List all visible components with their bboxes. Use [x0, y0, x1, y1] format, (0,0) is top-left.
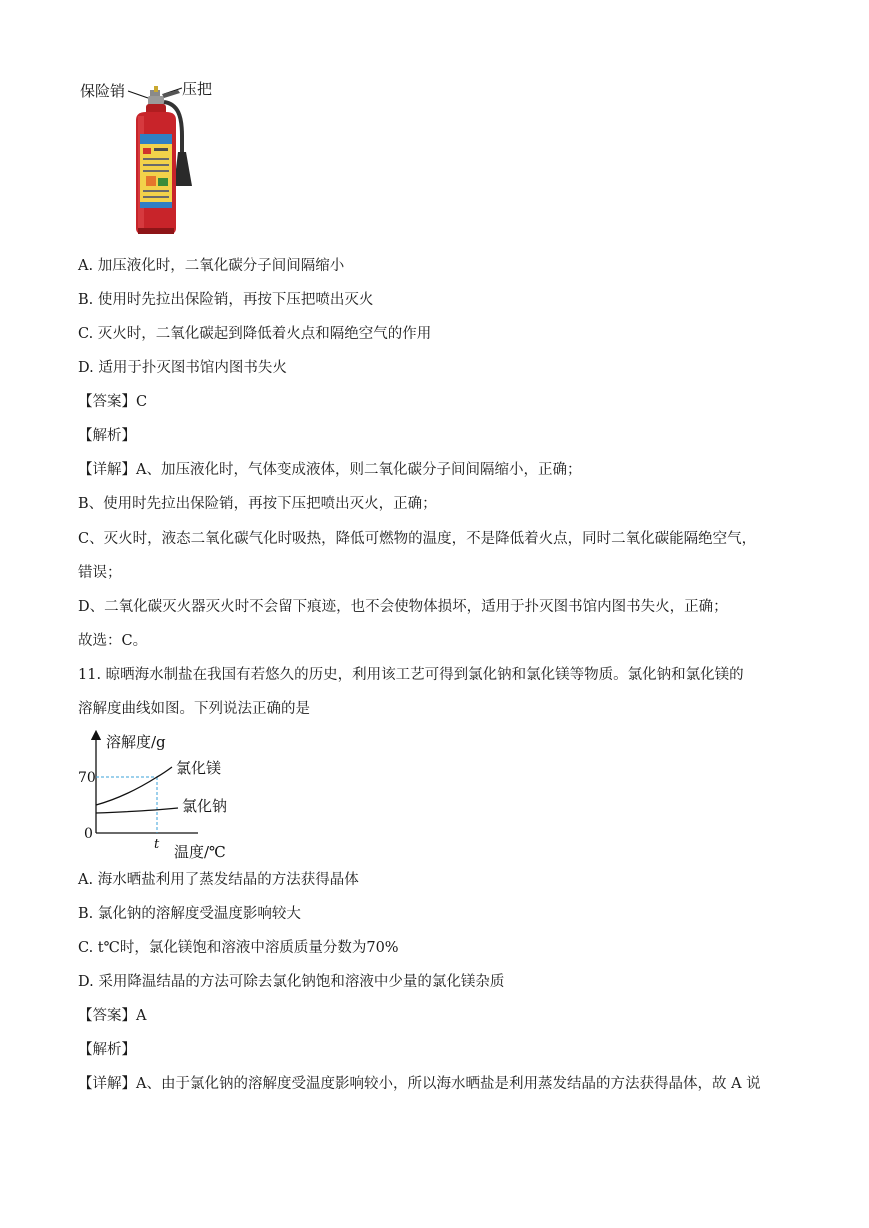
q11-stem-line1: 11. 晾晒海水制盐在我国有若悠久的历史，利用该工艺可得到氯化钠和氯化镁等物质。氯化钠和氯化镁的: [78, 667, 744, 683]
solubility-chart: [78, 729, 248, 861]
q10-detail-d: D、二氧化碳灭火器灭火时不会留下痕迹，也不会使物体损坏，适用于扑灭图书馆内图书失火，正确；: [78, 599, 728, 615]
q11-option-d: D. 采用降温结晶的方法可除去氯化钠饱和溶液中少量的氯化镁杂质: [78, 974, 505, 990]
x-axis-label: 温度/℃: [174, 843, 226, 861]
q11-stem-line2: 溶解度曲线如图。下列说法正确的是: [78, 701, 310, 717]
q10-option-d: D. 适用于扑灭图书馆内图书失火: [78, 360, 287, 376]
q11-detail-a: 【详解】A、由于氯化钠的溶解度受温度影响较小，所以海水晒盐是利用蒸发结晶的方法获得晶体，故 A 说: [78, 1076, 761, 1092]
q10-option-c: C. 灭火时，二氧化碳起到降低着火点和隔绝空气的作用: [78, 326, 432, 342]
series-mgcl2-line: [96, 767, 172, 805]
q10-detail-c-line1: C、灭火时，液态二氧化碳气化时吸热，降低可燃物的温度，不是降低着火点，同时二氧化碳能隔绝空气，: [78, 531, 757, 547]
series-nacl-label: 氯化钠: [182, 797, 228, 815]
safety-pin-label: 保险销: [80, 82, 126, 100]
series-mgcl2-label: 氯化镁: [176, 759, 222, 777]
q10-detail-b: B、使用时先拉出保险销，再按下压把喷出灭火，正确；: [78, 496, 437, 512]
q11-option-b: B. 氯化钠的溶解度受温度影响较大: [78, 906, 301, 922]
q10-detail-c-line2: 错误；: [78, 565, 122, 581]
q11-answer: 【答案】A: [78, 1008, 147, 1024]
q11-option-a: A. 海水晒盐利用了蒸发结晶的方法获得晶体: [78, 872, 359, 888]
handle-label: 压把: [182, 80, 213, 98]
q10-option-b: B. 使用时先拉出保险销，再按下压把喷出灭火: [78, 292, 374, 308]
q11-analysis-heading: 【解析】: [78, 1042, 136, 1058]
series-nacl-line: [96, 808, 178, 813]
q10-conclusion: 故选：C。: [78, 633, 148, 649]
fire-extinguisher-figure: [78, 76, 238, 238]
y-tick-0: 0: [84, 826, 93, 842]
q11-option-c: C. t℃时，氯化镁饱和溶液中溶质质量分数为70%: [78, 940, 399, 956]
q10-analysis-heading: 【解析】: [78, 428, 136, 444]
q10-option-a: A. 加压液化时，二氧化碳分子间间隔缩小: [78, 258, 345, 274]
x-tick-t: t: [154, 837, 160, 852]
q10-detail-a: 【详解】A、加压液化时，气体变成液体，则二氧化碳分子间间隔缩小，正确；: [78, 462, 582, 478]
solubility-chart-svg: [78, 729, 248, 861]
y-tick-70: 70: [78, 770, 96, 786]
y-axis-label: 溶解度/g: [106, 733, 166, 751]
q10-answer: 【答案】C: [78, 394, 148, 410]
